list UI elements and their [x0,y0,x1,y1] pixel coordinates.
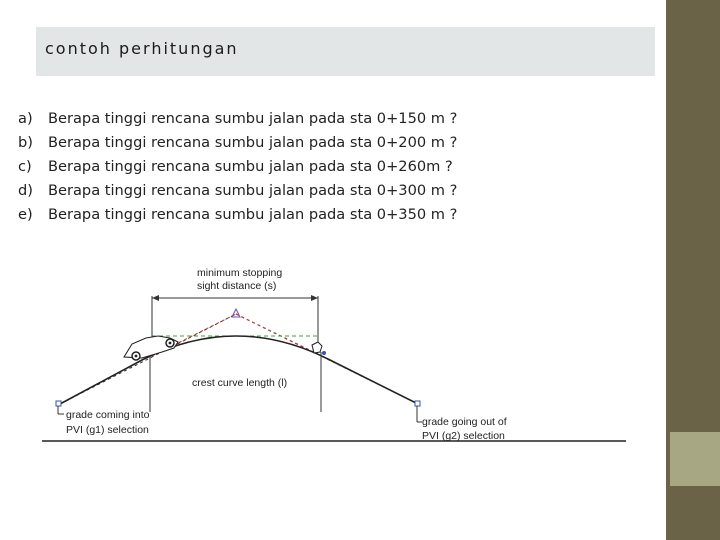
list-marker: b) [18,134,33,151]
question-list [18,107,457,227]
list-item-text: Berapa tinggi rencana sumbu jalan pada sta 0+150 m ? [48,110,458,127]
label-sight-line1: minimum stopping [197,267,283,279]
list-item [18,155,457,179]
list-item [18,107,457,131]
list-item-text: Berapa tinggi rencana sumbu jalan pada sta 0+350 m ? [48,206,458,223]
tangent-red-right [236,314,318,354]
list-item-text: Berapa tinggi rencana sumbu jalan pada sta 0+260m ? [48,158,453,175]
slide-title: contoh perhitungan [45,39,239,58]
list-marker: c) [18,158,32,175]
grade-out-point [415,401,420,406]
crest-curve-svg [42,262,626,442]
list-item [18,179,457,203]
label-curve: crest curve length (l) [192,377,288,389]
list-item-text: Berapa tinggi rencana sumbu jalan pada sta 0+300 m ? [48,182,458,199]
side-bar-accent-dark [670,486,720,540]
label-g1-line2: PVI (g1) selection [66,424,149,436]
list-item [18,131,457,155]
list-marker: e) [18,206,33,223]
crest-curve-diagram [42,262,626,442]
list-marker: a) [18,110,33,127]
list-item [18,203,457,227]
label-g1-line1: grade coming into [66,409,150,421]
grade-in-point [56,401,61,406]
label-g2-line2: PVI (g2) selection [422,430,505,442]
title-bar [36,27,655,76]
dimension-arrow-right [311,295,318,301]
label-sight-line2: sight distance (s) [197,280,277,292]
crest-curve [60,336,418,404]
list-item-text: Berapa tinggi rencana sumbu jalan pada sta 0+200 m ? [48,134,458,151]
label-g2-line1: grade going out of [422,416,507,428]
object-icon [312,342,326,355]
dimension-arrow-left [152,295,159,301]
list-marker: d) [18,182,33,199]
side-bar-accent-light [670,432,720,486]
